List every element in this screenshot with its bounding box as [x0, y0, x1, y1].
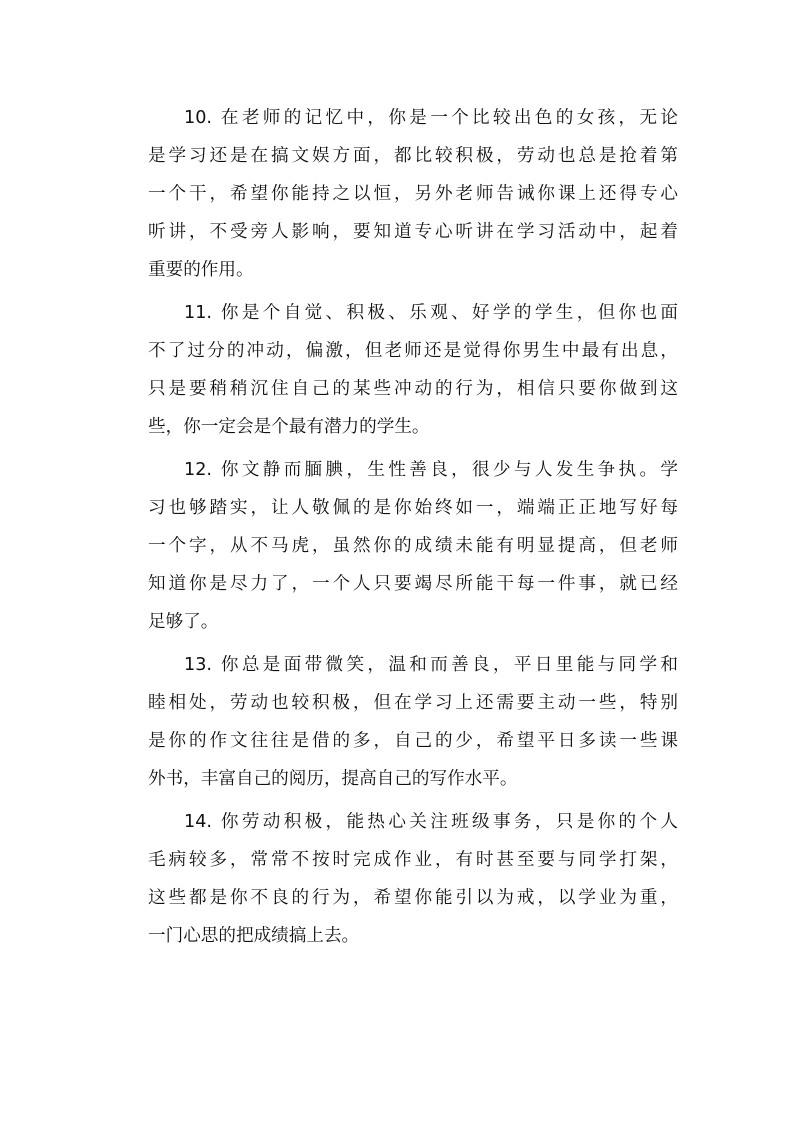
paragraph-line: 不了过分的冲动，偏激，但老师还是觉得你男生中最有出息， — [148, 341, 678, 361]
paragraph-line: 13. 你总是面带微笑，温和而善良，平日里能与同学和 — [184, 655, 678, 675]
paragraph-line: 外书，丰富自己的阅历，提高自己的写作水平。 — [148, 769, 518, 789]
paragraph-line: 10. 在老师的记忆中，你是一个比较出色的女孩，无论 — [184, 108, 678, 128]
paragraph-line: 习也够踏实，让人敬佩的是你始终如一，端端正正地写好每 — [148, 498, 678, 518]
paragraph-line: 知道你是尽力了，一个人只要竭尽所能干每一件事，就已经 — [148, 574, 678, 594]
paragraph-line: 这些都是你不良的行为，希望你能引以为戒，以学业为重， — [148, 888, 678, 908]
paragraph-line: 12. 你文静而腼腆，生性善良，很少与人发生争执。学 — [184, 460, 678, 480]
comment-paragraph-14 — [148, 803, 678, 955]
paragraph-line: 一个字，从不马虎，虽然你的成绩未能有明显提高，但老师 — [148, 536, 678, 556]
paragraph-line: 是学习还是在搞文娱方面，都比较积极，劳动也总是抢着第 — [148, 146, 678, 166]
paragraph-line: 14. 你劳动积极，能热心关注班级事务，只是你的个人 — [184, 812, 678, 832]
paragraph-line: 是你的作文往往是借的多，自己的少，希望平日多读一些课 — [148, 731, 678, 751]
comment-paragraph-10 — [148, 99, 678, 289]
paragraph-line: 睦相处，劳动也较积极，但在学习上还需要主动一些，特别 — [148, 693, 678, 713]
comment-paragraph-13 — [148, 646, 678, 798]
paragraph-line: 些，你一定会是个最有潜力的学生。 — [148, 417, 430, 437]
paragraph-line: 只是要稍稍沉住自己的某些冲动的行为，相信只要你做到这 — [148, 379, 678, 399]
paragraph-line: 足够了。 — [148, 612, 219, 632]
comment-paragraph-11 — [148, 294, 678, 446]
document-body — [148, 99, 678, 960]
comment-paragraph-12 — [148, 451, 678, 641]
paragraph-line: 毛病较多，常常不按时完成作业，有时甚至要与同学打架， — [148, 850, 678, 870]
paragraph-line: 11. 你是个自觉、积极、乐观、好学的学生，但你也面 — [184, 303, 678, 323]
paragraph-line: 重要的作用。 — [148, 260, 254, 280]
paragraph-line: 一个干，希望你能持之以恒，另外老师告诫你课上还得专心 — [148, 184, 678, 204]
paragraph-line: 听讲，不受旁人影响，要知道专心听讲在学习活动中，起着 — [148, 222, 678, 242]
paragraph-line: 一门心思的把成绩搞上去。 — [148, 926, 360, 946]
